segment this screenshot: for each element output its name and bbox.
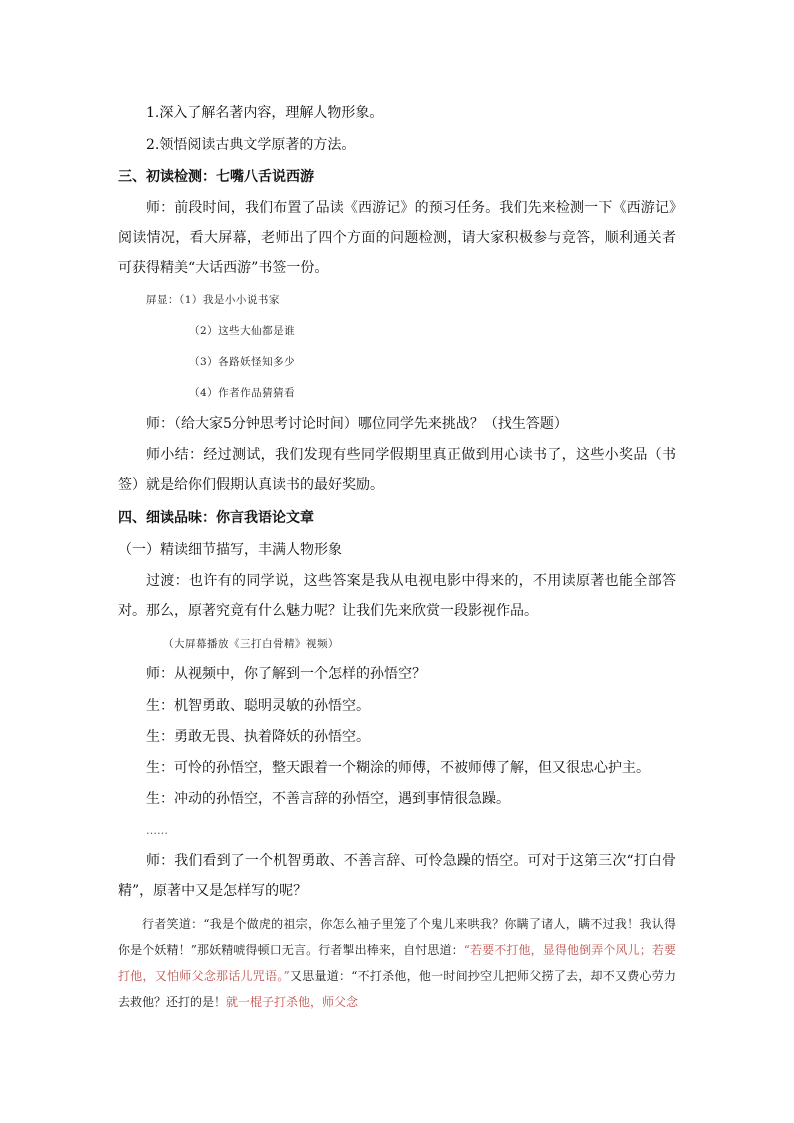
paragraph-preview-task: 师：前段时间，我们布置了品读《西游记》的预习任务。我们先来检测一下《西游记》阅读情况，看大屏幕，老师出了四个方面的问题检测，请大家积极参与竞答，顺利通关者可获得精美“大话西游”书签一份。 [118,200,676,276]
section-heading-3: 三、初读检测：七嘴八舌说西游 [118,169,314,185]
paragraph-summary: 师小结：经过测试，我们发现有些同学假期里真正做到用心读书了，这些小奖品（书签）就是给你们假期认真读书的最好奖励。 [118,447,676,493]
screen-display-lead: 屏显：（1）我是小小说书家 [146,294,280,306]
video-note: （大屏幕播放《三打白骨精》视频） [163,638,339,650]
subsection-heading: （一）精读细节描写，丰满人物形象 [118,542,342,558]
quote-text: 行者笑道：“我是个做虎的祖宗，你怎么袖子里笼了个鬼儿来哄我？你瞒了诸人，瞒不过我！我认得你是个妖精！”那妖精唬得顿口无言。行者掣出棒来，自忖思道： [118,917,676,957]
screen-display-item: （2）这些大仙都是谁 [189,325,296,337]
screen-display-item: （3）各路妖怪知多少 [189,356,296,368]
paragraph-challenge: 师：（给大家5分钟思考讨论时间）哪位同学先来挑战？（找生答题） [146,416,568,432]
dialog-line: 生：可怜的孙悟空，整天跟着一个糊涂的师傅，不被师傅了解，但又很忠心护主。 [146,760,650,776]
screen-display-item: （4）作者作品猜猜看 [189,387,296,399]
dialog-line: 生：冲动的孙悟空，不善言辞的孙悟空，遇到事情很急躁。 [146,791,510,807]
goal-2: 2.领悟阅读古典文学原著的方法。 [146,137,356,153]
quote-highlight: “若要不打他，显得他倒弄个风儿；若要打他，又怕师父念那话儿咒语。” [118,943,676,983]
dialog-line: 生：勇敢无畏、执着降妖的孙悟空。 [146,729,370,745]
dialog-line: 师：从视频中，你了解到一个怎样的孙悟空？ [146,666,426,682]
paragraph-original-text: 师：我们看到了一个机智勇敢、不善言辞、可怜急躁的悟空。可对于这第三次“打白骨精”，原著中又是怎样写的呢？ [118,853,676,899]
paragraph-transition: 过渡：也许有的同学说，这些答案是我从电视电影中得来的，不用读原著也能全部答对。那么，原著究竟有什么魅力呢？让我们先来欣赏一段影视作品。 [118,573,676,619]
section-heading-4: 四、细读品味：你言我语论文章 [118,510,314,526]
novel-quote [118,911,676,1015]
dialog-line: 生：机智勇敢、聪明灵敏的孙悟空。 [146,698,370,714]
quote-highlight: 就一棍子打杀他，师父念 [226,995,359,1009]
ellipsis: …… [146,824,168,837]
quote-text: 又思量道：“不打杀他，他一时间抄空儿把师父捞了去，却不又费心劳力去救他？还打的是！ [118,969,676,1009]
goal-1: 1.深入了解名著内容，理解人物形象。 [146,105,384,121]
